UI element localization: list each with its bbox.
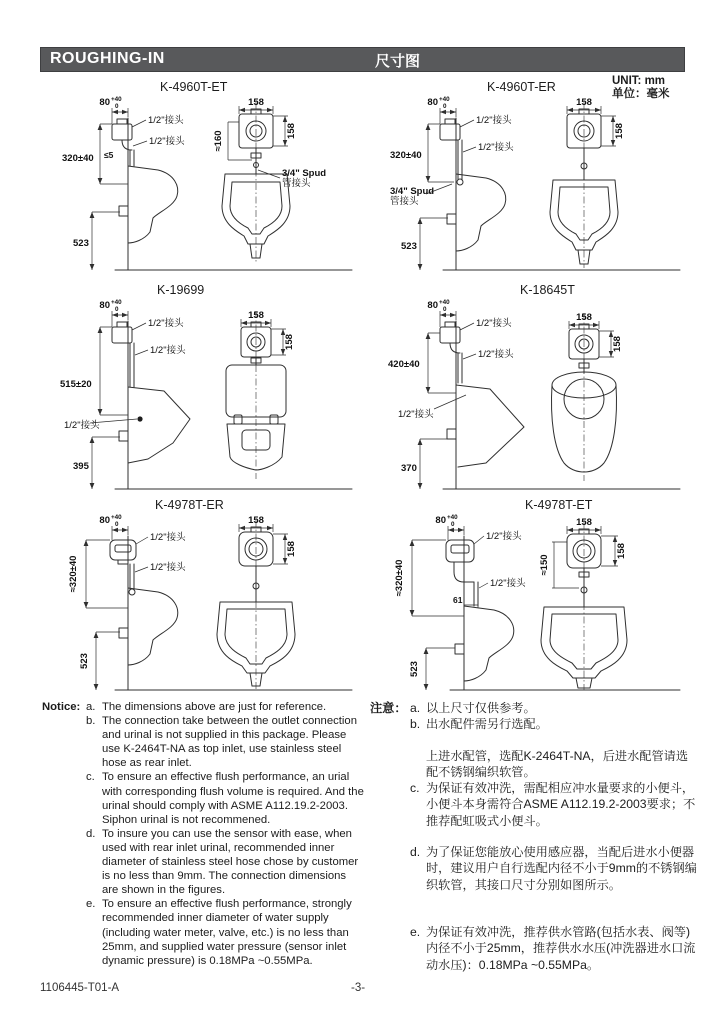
item-text: The dimensions above are just for reference. (102, 701, 327, 713)
inlet-label-mid: 1/2"接头 (478, 142, 514, 153)
top-offset-tol-zero: 0 (443, 306, 447, 313)
top-offset-dim: 80 (99, 515, 110, 526)
notice-list-zh (370, 700, 700, 973)
valve-center-dim: ≈150 (539, 554, 550, 576)
front-width-dim: 158 (248, 515, 264, 526)
mounting-height-dim: 515±20 (60, 379, 92, 390)
inlet-label-top: 1/2"接头 (476, 318, 512, 329)
spud-label-en: 3/4" Spud (390, 186, 435, 197)
front-height-dim: 158 (286, 123, 297, 139)
notice-list-en (42, 700, 364, 968)
item-text: To insure you can use the sensor with ease, when used with rear inlet urinal, recommended inner diameter of stainless steel hose chose by customer is no less than 9mm. The connection dimensions are shown in the figures. (102, 827, 359, 897)
diagram-k18645t (388, 283, 688, 495)
top-offset-tol-plus: +40 (111, 299, 122, 306)
mounting-height-dim: 320±40 (62, 153, 94, 164)
inlet-label-top: 1/2"接头 (150, 532, 186, 543)
top-offset-dim: 80 (99, 300, 110, 311)
diagram-title: K-4978T-ET (525, 498, 593, 512)
notice-item (86, 770, 364, 826)
notice-item (86, 897, 364, 967)
item-key: c. (410, 781, 420, 796)
technical-drawing (388, 512, 688, 694)
document-number: 1106445-T01-A (40, 982, 120, 994)
outlet-height-dim: 370 (401, 463, 417, 474)
mounting-height-dim: ≈320±40 (68, 555, 79, 593)
top-offset-tol-zero: 0 (115, 521, 119, 528)
top-offset-tol-zero: 0 (451, 521, 455, 528)
offset-dim: 61 (453, 595, 463, 605)
inlet-label-mid: 1/2"接头 (149, 136, 185, 147)
diagram-title: K-19699 (157, 283, 205, 297)
diagram-k4960t-er (388, 80, 688, 280)
top-offset-tol-plus: +40 (111, 514, 122, 521)
page-number: -3- (351, 982, 366, 994)
top-offset-dim: 80 (99, 97, 110, 108)
notice-item (410, 844, 700, 893)
diagram-title: K-4960T-ET (160, 80, 228, 94)
item-text: 以上尺寸仅供参考。 (426, 701, 536, 715)
outlet-height-dim: 395 (73, 461, 89, 472)
inlet-label-mid: 1/2"接头 (150, 562, 186, 573)
diagram-title: K-4960T-ER (487, 80, 556, 94)
outlet-height-dim: 523 (409, 661, 420, 677)
front-width-dim: 158 (576, 97, 592, 108)
front-width-dim: 158 (576, 517, 592, 528)
item-text: 为保证有效冲洗，推荐供水管路(包括水表、阀等)内径不小于25mm，推荐供水水压(冲洗器进水口流动水压)：0.18MPa ~0.55MPa。 (426, 924, 696, 972)
diagram-k4960t-et (60, 80, 360, 280)
front-width-dim: 158 (576, 312, 592, 323)
item-key: b. (86, 715, 96, 728)
notice-heading-zh: 注意： (370, 701, 407, 715)
inlet-label-top: 1/2"接头 (148, 318, 184, 329)
item-key: d. (86, 827, 96, 840)
inlet-label-top: 1/2"接头 (476, 115, 512, 126)
front-height-dim: 158 (612, 336, 623, 352)
top-offset-tol-plus: +40 (439, 299, 450, 306)
top-offset-tol-plus: +40 (439, 96, 450, 103)
front-height-dim: 158 (286, 541, 297, 557)
notice-item (410, 780, 700, 829)
item-key: e. (86, 898, 96, 911)
front-height-dim: 158 (614, 123, 625, 139)
outlet-height-dim: 523 (79, 653, 90, 669)
item-text: To ensure an effective flush performance, an urial with corresponding flush volume is required. And the urinal should comply with ASME A112.19.2-2003. Siphon urinal is not recommened. (102, 771, 364, 826)
mounting-height-dim: 320±40 (390, 150, 422, 161)
top-offset-tol-zero: 0 (443, 103, 447, 110)
item-key: d. (410, 845, 421, 860)
notice-item (410, 748, 700, 781)
technical-drawing (60, 512, 360, 694)
item-text: The connection take between the outlet connection and urinal is not supplied in this package. Please use K-2464T-NA as top inlet, use stainless steel hose as rear inlet. (102, 715, 357, 770)
spud-label-zh: 管接头 (390, 196, 419, 207)
inlet-label-mid: 1/2"接头 (150, 345, 186, 356)
diagram-title: K-4978T-ER (155, 498, 224, 512)
diagram-k4978t-et (388, 498, 688, 696)
unit-zh: 单位：毫米 (612, 88, 670, 100)
inlet-label-mid: 1/2"接头 (490, 578, 526, 589)
top-offset-dim: 80 (435, 515, 446, 526)
mounting-height-dim: 420±40 (388, 359, 420, 370)
outlet-height-dim: 523 (73, 238, 89, 249)
diagram-k4978t-er (60, 498, 360, 696)
item-key (410, 748, 426, 781)
inlet-label-low: 1/2"接头 (398, 409, 434, 420)
unit-en: UNIT: mm (612, 75, 666, 87)
item-text: 上进水配管，选配K-2464T-NA，后进水配管请选配不锈钢编织软管。 (426, 748, 689, 779)
item-text: 为了保证您能放心使用感应器，当配后进水小便器时，建议用户自行选配内径不小于9mm的不锈钢编织软管，其接口尺寸分别如图所示。 (426, 845, 697, 892)
lip-gap-dim: ≤5 (104, 150, 114, 160)
notice-chinese (370, 700, 700, 973)
outlet-height-dim: 523 (401, 241, 417, 252)
top-offset-tol-zero: 0 (115, 306, 119, 313)
spud-label-zh: 管接头 (282, 178, 311, 189)
notice-item (410, 924, 700, 973)
mounting-height-dim: ≈320±40 (394, 559, 405, 597)
notice-heading-en: Notice: (42, 701, 81, 713)
item-text: To ensure an effective flush performance, strongly recommended inner diameter of water supply (including water meter, valve, etc.) is no less than 25mm, and supplied water pressure (sensor inlet dynamic pressure) is 0.18MPa ~0.55MPa. (102, 898, 352, 967)
front-width-dim: 158 (248, 97, 264, 108)
front-height-dim: 158 (284, 334, 295, 350)
diagram-k19699 (60, 283, 360, 495)
top-offset-dim: 80 (427, 300, 438, 311)
technical-drawing (60, 297, 360, 493)
front-width-dim: 158 (248, 310, 264, 321)
diagram-title: K-18645T (520, 283, 575, 297)
item-key: e. (410, 924, 421, 939)
valve-center-dim: ≈160 (213, 130, 224, 152)
inlet-label-top: 1/2"接头 (486, 531, 522, 542)
inlet-label-mid: 1/2"接头 (478, 349, 514, 360)
section-title-zh: 尺寸图 (375, 53, 421, 70)
section-header-bar (40, 47, 685, 72)
notice-english (42, 700, 364, 968)
technical-drawing (388, 94, 688, 276)
item-text: 出水配件需另行选配。 (426, 717, 548, 732)
top-offset-dim: 80 (427, 97, 438, 108)
notice-item (86, 827, 364, 897)
item-key: a. (86, 701, 96, 713)
item-text: 为保证有效冲洗，需配相应冲水量要求的小便斗，小便斗本身需符合ASME A112.19.2-2003要求；不推荐配虹吸式小便斗。 (426, 781, 696, 828)
technical-drawing (388, 297, 688, 493)
notice-item (410, 716, 700, 732)
spud-label-en: 3/4" Spud (282, 168, 327, 179)
top-offset-tol-plus: +40 (111, 96, 122, 103)
notice-item (86, 714, 364, 770)
inlet-label-low: 1/2"接头 (64, 420, 100, 431)
top-offset-tol-plus: +40 (447, 514, 458, 521)
item-key: b. (410, 717, 421, 732)
notice-item (410, 700, 700, 716)
front-height-dim: 158 (616, 543, 627, 559)
top-offset-tol-zero: 0 (115, 103, 119, 110)
item-key: a. (410, 701, 421, 715)
section-title-en: ROUGHING-IN (50, 50, 165, 67)
notice-item (86, 700, 364, 714)
technical-drawing (60, 94, 360, 276)
inlet-label-top: 1/2"接头 (148, 115, 184, 126)
item-key: c. (86, 771, 95, 784)
